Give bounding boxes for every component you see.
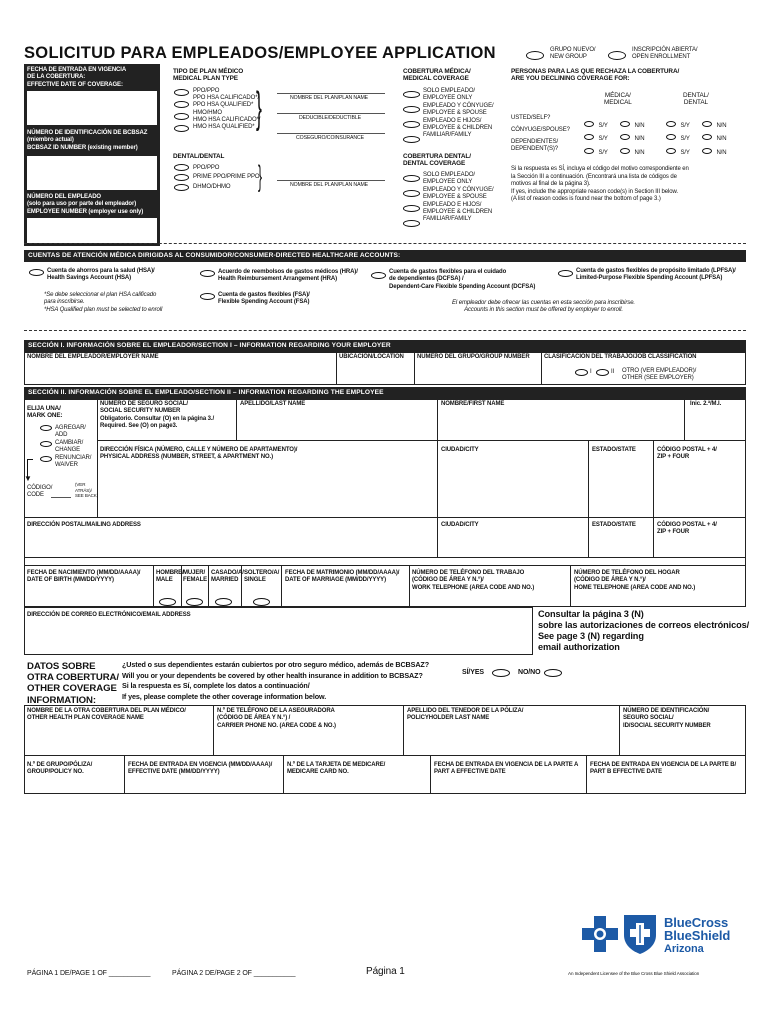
dental-employee-spouse-radio[interactable] bbox=[403, 190, 420, 197]
lpfsa-label: Cuenta de gastos flexibles de propósito limitado (LPFSA)/ Limited-Purpose Flexible Spending Account (LPFSA) bbox=[576, 268, 736, 282]
deductible-label: DEDUCIBLE/DEDUCTIBLE bbox=[299, 115, 361, 121]
marriage-date-label: FECHA DE MATRIMONIO (MM/DD/AAAA)/ DATE OF MARRIAGE (MM/DD/YYYY) bbox=[285, 570, 400, 584]
spouse-den-yes[interactable] bbox=[666, 134, 676, 140]
mailing-address-label: DIRECCIÓN POSTAL/MAILING ADDRESS bbox=[27, 522, 141, 528]
open-enrollment-radio[interactable] bbox=[608, 51, 626, 60]
employee-only-radio[interactable] bbox=[403, 91, 420, 98]
no-label: NO/NO bbox=[518, 669, 541, 676]
email-note: Consultar la página 3 (N) sobre las autorizaciones de correos electrónicos/ See page 3 (N) regarding email authorization bbox=[538, 609, 750, 652]
ppo-hsa-radio[interactable] bbox=[174, 101, 189, 108]
hsa-label: Cuenta de ahorros para la salud (HSA)/ Health Savings Account (HSA) bbox=[47, 268, 155, 282]
single-label: SOLTERO/A/ SINGLE bbox=[244, 570, 280, 584]
policyholder-label: APELLIDO DEL TENEDOR DE LA PÓLIZA/ POLICYHOLDER LAST NAME bbox=[407, 708, 524, 722]
page-of-1: PÁGINA 1 DE/PAGE 1 OF ___________ bbox=[27, 970, 151, 977]
email-label: DIRECCIÓN DE CORREO ELECTRÓNICO/EMAIL ADDRESS bbox=[27, 612, 191, 618]
dental-coverage-title: COBERTURA DENTAL/ DENTAL COVERAGE bbox=[403, 153, 471, 168]
dental-employee-only-radio[interactable] bbox=[403, 175, 420, 182]
hsa-note: *Se debe seleccionar el plan HSA calificado para inscribirse. *HSA Qualified plan must be selected to enroll bbox=[44, 292, 163, 313]
job-class-label: CLASIFICACIÓN DEL TRABAJO/JOB CLASSIFICATION bbox=[544, 354, 697, 360]
declining-title: PERSONAS PARA LAS QUE RECHAZA LA COBERTURA/ ARE YOU DECLINING COVERAGE FOR: bbox=[511, 68, 680, 83]
page-title: SOLICITUD PARA EMPLEADOS/EMPLOYEE APPLICATION bbox=[24, 44, 496, 62]
state-label: ESTADO/STATE bbox=[592, 447, 636, 453]
new-group-label: GRUPO NUEVO/ NEW GROUP bbox=[550, 47, 596, 61]
dental-ppo-radio[interactable] bbox=[174, 164, 189, 171]
dental-plan-name-label: NOMBRE DEL PLAN/PLAN NAME bbox=[290, 182, 369, 188]
male-radio[interactable] bbox=[159, 598, 176, 606]
dep-med-yes[interactable] bbox=[584, 148, 594, 154]
female-radio[interactable] bbox=[186, 598, 203, 606]
dental-coverage-radios[interactable] bbox=[403, 173, 421, 231]
hsa-radio[interactable] bbox=[29, 269, 44, 276]
id-number-field[interactable] bbox=[27, 156, 157, 190]
location-label: UBICACIÓN/LOCATION bbox=[339, 354, 404, 360]
other-coverage-label: DATOS SOBRE OTRA COBERTURA/ OTHER COVERAGE INFORMATION: bbox=[27, 661, 119, 706]
dental-dhmo-radio[interactable] bbox=[174, 184, 189, 191]
medical-plan-brace: } bbox=[256, 83, 262, 132]
other-class-label: OTRO (VER EMPLEADOR)/ OTHER (SEE EMPLOYER) bbox=[622, 368, 697, 382]
hmo-hsa-radio[interactable] bbox=[174, 125, 189, 132]
dental-prime-ppo-radio[interactable] bbox=[174, 174, 189, 181]
class-ii-label: II bbox=[611, 369, 615, 375]
fsa-label: Cuenta de gastos flexibles (FSA)/ Flexible Spending Account (FSA) bbox=[218, 292, 310, 306]
other-coverage-yes-radio[interactable] bbox=[492, 669, 510, 677]
other-coverage-question: ¿Usted o sus dependientes estarán cubiertos por otro seguro médico, además de BCBSAZ? Will you or your dependents be covered by other health insurance in addition to BCBSAZ? Si la respuesta es Sí, complete los datos a continuación/ If yes, please complete the other coverage information below. bbox=[122, 660, 430, 701]
brand-line3: Arizona bbox=[664, 943, 704, 955]
spouse-den-no[interactable] bbox=[702, 134, 712, 140]
brand-line1: BlueCross bbox=[664, 915, 729, 930]
employee-number-field[interactable] bbox=[27, 218, 157, 243]
eff-date-label: FECHA DE ENTRADA EN VIGENCIA (MM/DD/AAAA)/ EFFECTIVE DATE (MM/DD/YYYY) bbox=[128, 762, 273, 776]
dental-plan-options: PPO/PPO PRIME PPO/PRIME PPO DHMO/DHMO bbox=[193, 165, 260, 190]
medical-coverage-title: COBERTURA MÉDICA/ MEDICAL COVERAGE bbox=[403, 68, 471, 83]
home-phone-label: NÚMERO DE TELÉFONO DEL HOGAR (CÓDIGO DE ÁREA Y N.°)/ HOME TELEPHONE (AREA CODE AND NO.) bbox=[574, 570, 696, 591]
medical-coverage-options: SOLO EMPLEADO/ EMPLOYEE ONLY EMPLEADO Y CÓNYUGE/ EMPLOYEE & SPOUSE EMPLEADO E HIJOS/ EMPLOYEE & CHILDREN FAMILIAR/FAMILY bbox=[423, 88, 494, 139]
spouse-med-yes[interactable] bbox=[584, 134, 594, 140]
ppo-radio[interactable] bbox=[174, 89, 189, 96]
bluecross-cross-icon bbox=[582, 916, 618, 952]
carrier-phone-label: N.º DE TELÉFONO DE LA ASEGURADORA (CÓDIGO DE ÁREA Y N.°) / CARRIER PHONE NO. (AREA CODE & NO.) bbox=[217, 708, 336, 729]
declining-dependents-label: DEPENDIENTES/ DEPENDENT(S)? bbox=[511, 139, 559, 153]
mark-one-options: AGREGAR/ ADD CAMBIAR/ CHANGE RENUNCIAR/ WAIVER bbox=[55, 425, 92, 469]
licensee-text: An Independent Licensee of the Blue Cross Blue Shield Association bbox=[568, 971, 700, 976]
first-name-label: NOMBRE/FIRST NAME bbox=[441, 401, 505, 407]
fsa-radio[interactable] bbox=[200, 293, 215, 300]
dental-coverage-options: SOLO EMPLEADO/ EMPLOYEE ONLY EMPLEADO Y CÓNYUGE/ EMPLOYEE & SPOUSE EMPLEADO E HIJOS/ EMPLOYEE & CHILDREN FAMILIAR/FAMILY bbox=[423, 172, 494, 223]
code-label: CÓDIGO/ CODE bbox=[27, 485, 53, 499]
dental-plan-title: DENTAL/DENTAL bbox=[173, 153, 225, 160]
declining-medical-label: MÉDICA/ MEDICAL bbox=[604, 92, 632, 107]
mark-one-radios[interactable] bbox=[40, 425, 56, 473]
section1-bar: SECCIÓN I. INFORMACIÓN SOBRE EL EMPLEADOR/SECTION I – INFORMATION REGARDING YOUR EMPLOYER bbox=[24, 340, 746, 352]
waiver-radio[interactable] bbox=[40, 456, 52, 462]
see-back-label: (VER ATRÁS)/ SEE BACK) bbox=[75, 482, 99, 498]
medical-plan-options: PPO/PPO PPO HSA CALIFICADO*/ PPO HSA QUALIFIED* HMO/HMO HMO HSA CALIFICADO*/ HMO HSA QUALIFIED* bbox=[193, 88, 261, 131]
last-name-label: APELLIDO/LAST NAME bbox=[240, 401, 306, 407]
dental-family-radio[interactable] bbox=[403, 220, 420, 227]
yes-label: SÍ/YES bbox=[462, 669, 484, 676]
family-radio[interactable] bbox=[403, 136, 420, 143]
declining-note: Si la respuesta es SÍ, incluya el código del motivo correspondiente en la Sección III a continuación. (Encontrará una lista de códigos de motivos al final de la página 3). If yes, include the appropriate reason code(s) in Section III below. (A list of reason codes is found near the bottom of page 3.) bbox=[511, 166, 689, 203]
effective-date-label: FECHA DE ENTRADA EN VIGENCIA DE LA COBERTURA: EFFECTIVE DATE OF COVERAGE: bbox=[27, 67, 127, 88]
work-phone-label: NÚMERO DE TELÉFONO DEL TRABAJO (CÓDIGO DE ÁREA Y N.°)/ WORK TELEPHONE (AREA CODE AND NO.) bbox=[412, 570, 535, 591]
dental-plan-radios[interactable] bbox=[174, 163, 190, 191]
page-number: Página 1 bbox=[366, 966, 405, 977]
city2-label: CIUDAD/CITY bbox=[441, 522, 479, 528]
group-number-label: NÚMERO DEL GRUPO/GROUP NUMBER bbox=[417, 354, 530, 360]
new-group-radio[interactable] bbox=[526, 51, 544, 60]
class-ii-radio[interactable] bbox=[596, 369, 609, 376]
dep-den-yes[interactable] bbox=[666, 148, 676, 154]
medical-coverage-radios[interactable] bbox=[403, 89, 421, 147]
employee-spouse-radio[interactable] bbox=[403, 106, 420, 113]
accounts-bar: CUENTAS DE ATENCIÓN MÉDICA DIRIGIDAS AL CONSUMIDOR/CONSUMER-DIRECTED HEALTHCARE ACCOUNTS: bbox=[24, 250, 746, 262]
medical-plan-title: TIPO DE PLAN MÉDICO MEDICAL PLAN TYPE bbox=[173, 68, 244, 83]
zip-label: CÓDIGO POSTAL + 4/ ZIP + FOUR bbox=[657, 447, 717, 461]
dental-employee-children-radio[interactable] bbox=[403, 205, 420, 212]
lpfsa-radio[interactable] bbox=[558, 270, 573, 277]
employer-name-label: NOMBRE DEL EMPLEADOR/EMPLOYER NAME bbox=[27, 354, 159, 360]
class-i-radio[interactable] bbox=[575, 369, 588, 376]
employee-number-label: NÚMERO DEL EMPLEADO (solo para uso por parte del empleador) EMPLOYEE NUMBER (employer use only) bbox=[27, 194, 144, 215]
dep-med-no[interactable] bbox=[620, 148, 630, 154]
married-label: CASADO/A/ MARRIED bbox=[211, 570, 244, 584]
effective-date-field[interactable] bbox=[27, 91, 157, 125]
change-radio[interactable] bbox=[40, 441, 52, 447]
part-a-label: FECHA DE ENTRADA EN VIGENCIA DE LA PARTE A PART A EFFECTIVE DATE bbox=[434, 762, 579, 776]
dep-den-no[interactable] bbox=[702, 148, 712, 154]
section2-bar: SECCIÓN II. INFORMACIÓN SOBRE EL EMPLEADO/SECTION II – INFORMATION REGARDING THE EMPLOYEE bbox=[24, 387, 746, 399]
group-policy-label: N.º DE GRUPO/PÓLIZA/ GROUP/POLICY NO. bbox=[27, 762, 93, 776]
ssn-label: NÚMERO DE SEGURO SOCIAL/ SOCIAL SECURITY NUMBER Obligatorio. Consultar (O) en la página 3./ Required. See (O) on page3. bbox=[100, 401, 215, 430]
medicare-card-label: N.º DE LA TARJETA DE MEDICARE/ MEDICARE CARD NO. bbox=[287, 762, 386, 776]
hra-radio[interactable] bbox=[200, 270, 215, 277]
plan-name-label: NOMBRE DEL PLAN/PLAN NAME bbox=[290, 95, 369, 101]
dob-label: FECHA DE NACIMIENTO (MM/DD/AAAA)/ DATE OF BIRTH (MM/DD/YYYY) bbox=[27, 570, 141, 584]
mark-one-label: ELIJA UNA/ MARK ONE: bbox=[27, 405, 63, 420]
married-radio[interactable] bbox=[215, 598, 232, 606]
part-b-label: FECHA DE ENTRADA EN VIGENCIA DE LA PARTE B/ PART B EFFECTIVE DATE bbox=[590, 762, 737, 776]
open-enrollment-label: INSCRIPCIÓN ABIERTA/ OPEN ENROLLMENT bbox=[632, 47, 698, 61]
city-label: CIUDAD/CITY bbox=[441, 447, 479, 453]
hra-label: Acuerdo de reembolsos de gastos médicos (HRA)/ Health Reimbursement Arrangement (HRA) bbox=[218, 269, 358, 283]
physical-address-label: DIRECCIÓN FÍSICA (NÚMERO, CALLE Y NÚMERO DE APARTAMENTO)/ PHYSICAL ADDRESS (NUMBER, STREET, & APARTMENT NO.) bbox=[100, 447, 298, 461]
dcfsa-radio[interactable] bbox=[371, 272, 386, 279]
initial-label: Inic. 2.ª/M.I. bbox=[690, 401, 722, 407]
class-i-label: I bbox=[590, 369, 592, 375]
zip2-label: CÓDIGO POSTAL + 4/ ZIP + FOUR bbox=[657, 522, 717, 536]
spouse-med-no[interactable] bbox=[620, 134, 630, 140]
dcfsa-label: Cuenta de gastos flexibles para el cuidado de dependientes (DCFSA) / Dependent-Care Flexible Spending Account (DCFSA) bbox=[389, 269, 536, 290]
declining-spouse-label: CÓNYUGE/SPOUSE? bbox=[511, 127, 570, 133]
employee-children-radio[interactable] bbox=[403, 121, 420, 128]
arrow-head-icon: ▼ bbox=[24, 474, 32, 483]
male-label: HOMBRE/ MALE bbox=[156, 570, 184, 584]
employer-note: El empleador debe ofrecer las cuentas en esta sección para inscribirse. Accounts in this section must be offered by employer to enroll. bbox=[452, 300, 636, 314]
coinsurance-label: COSEGURO/COINSURANCE bbox=[296, 135, 365, 141]
id-number-label: NÚMERO DE IDENTIFICACIÓN DE BCBSAZ (miembro actual) BCBSAZ ID NUMBER (existing member) bbox=[27, 130, 148, 151]
page-of-2: PÁGINA 2 DE/PAGE 2 OF ___________ bbox=[172, 970, 296, 977]
single-radio[interactable] bbox=[253, 598, 270, 606]
state2-label: ESTADO/STATE bbox=[592, 522, 636, 528]
declining-grid[interactable]: S/Y N/N S/Y N/N S/Y N/N S/Y N/N S/Y N/N S/Y N/N bbox=[584, 114, 734, 150]
other-coverage-no-radio[interactable] bbox=[544, 669, 562, 677]
id-ssn-label: NÚMERO DE IDENTIFICACIÓN/ SEGURO SOCIAL/ ID/SOCIAL SECURITY NUMBER bbox=[623, 708, 711, 729]
blueshield-shield-icon bbox=[622, 913, 658, 955]
declining-dental-label: DENTAL/ DENTAL bbox=[683, 92, 709, 107]
other-plan-name-label: NOMBRE DE LA OTRA COBERTURA DEL PLAN MÉDICO/ OTHER HEALTH PLAN COVERAGE NAME bbox=[27, 708, 186, 722]
dental-plan-brace: } bbox=[258, 160, 263, 193]
brand-line2: BlueShield bbox=[664, 928, 731, 943]
hmo-radio[interactable] bbox=[174, 113, 189, 120]
female-label: MUJER/ FEMALE bbox=[183, 570, 208, 584]
medical-plan-radios[interactable] bbox=[174, 88, 190, 138]
add-radio[interactable] bbox=[40, 425, 52, 431]
declining-self-label: USTED/SELF? bbox=[511, 115, 551, 121]
